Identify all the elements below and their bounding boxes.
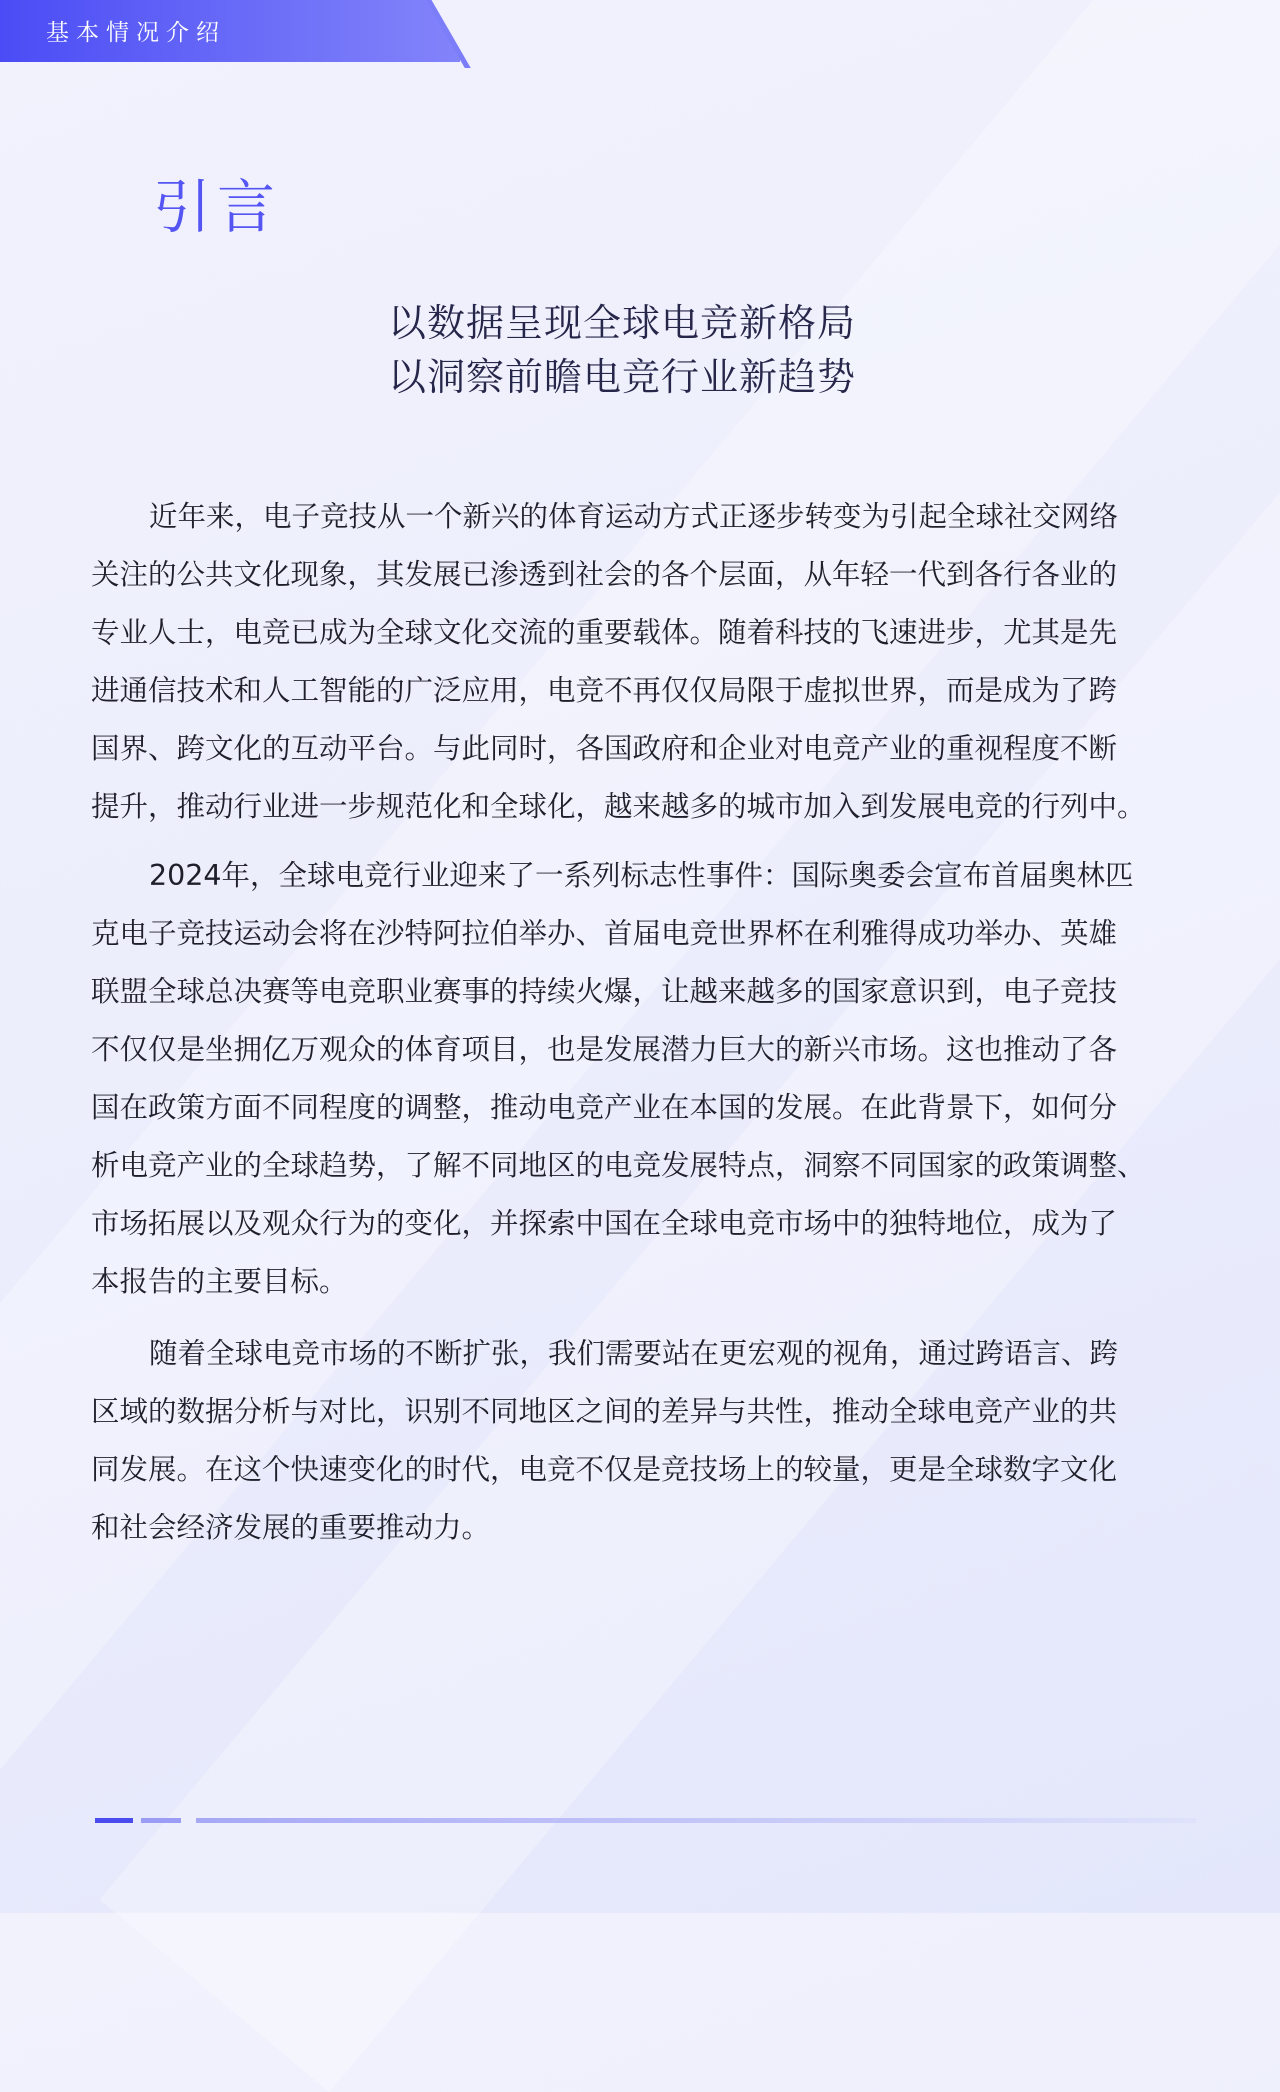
page-title: 引言 [153,173,282,241]
footer-bar-segment [141,1818,181,1823]
subtitle-line-1: 以数据呈现全球电竞新格局 [388,301,857,345]
paragraph-line: 进通信技术和人工智能的广泛应用，电竞不再仅仅局限于虚拟世界，而是成为了跨 [91,674,1118,707]
paragraph-line: 同发展。在这个快速变化的时代，电竞不仅是竞技场上的较量，更是全球数字文化 [91,1453,1118,1486]
paragraph-line: 随着全球电竞市场的不断扩张，我们需要站在更宏观的视角，通过跨语言、跨 [149,1337,1119,1370]
paragraph-line: 区域的数据分析与对比，识别不同地区之间的差异与共性，推动全球电竞产业的共 [91,1395,1118,1428]
paragraph-line: 市场拓展以及观众行为的变化，并探索中国在全球电竞市场中的独特地位，成为了 [91,1207,1118,1240]
paragraph-2 [91,847,1211,1311]
paragraph-line: 不仅仅是坐拥亿万观众的体育项目，也是发展潜力巨大的新兴市场。这也推动了各 [91,1033,1118,1066]
paragraph-line: 专业人士，电竞已成为全球文化交流的重要载体。随着科技的飞速进步，尤其是先 [91,616,1118,649]
paragraph-line: 2024年，全球电竞行业迎来了一系列标志性事件：国际奥委会宣布首届奥林匹 [149,859,1134,892]
footer-bar-segment [95,1818,133,1823]
paragraph-line: 国界、跨文化的互动平台。与此同时，各国政府和企业对电竞产业的重视程度不断 [91,732,1118,765]
paragraph-3 [91,1325,1211,1557]
section-header-label: 基本情况介绍 [46,20,226,46]
paragraph-line: 本报告的主要目标。 [91,1265,348,1298]
paragraph-line: 近年来，电子竞技从一个新兴的体育运动方式正逐步转变为引起全球社交网络 [149,500,1119,533]
paragraph-line: 提升，推动行业进一步规范化和全球化，越来越多的城市加入到发展电竞的行列中。 [91,790,1146,823]
paragraph-line: 关注的公共文化现象，其发展已渗透到社会的各个层面，从年轻一代到各行各业的 [91,558,1118,591]
paragraph-line: 和社会经济发展的重要推动力。 [91,1511,491,1544]
paragraph-line: 析电竞产业的全球趋势，了解不同地区的电竞发展特点，洞察不同国家的政策调整、 [91,1149,1146,1182]
footer-divider-line [196,1818,1196,1823]
paragraph-line: 克电子竞技运动会将在沙特阿拉伯举办、首届电竞世界杯在利雅得成功举办、英雄 [91,917,1118,950]
paragraph-1 [91,488,1211,836]
paragraph-line: 国在政策方面不同程度的调整，推动电竞产业在本国的发展。在此背景下，如何分 [91,1091,1118,1124]
subtitle-line-2: 以洞察前瞻电竞行业新趋势 [388,355,857,399]
paragraph-line: 联盟全球总决赛等电竞职业赛事的持续火爆，让越来越多的国家意识到，电子竞技 [91,975,1118,1008]
